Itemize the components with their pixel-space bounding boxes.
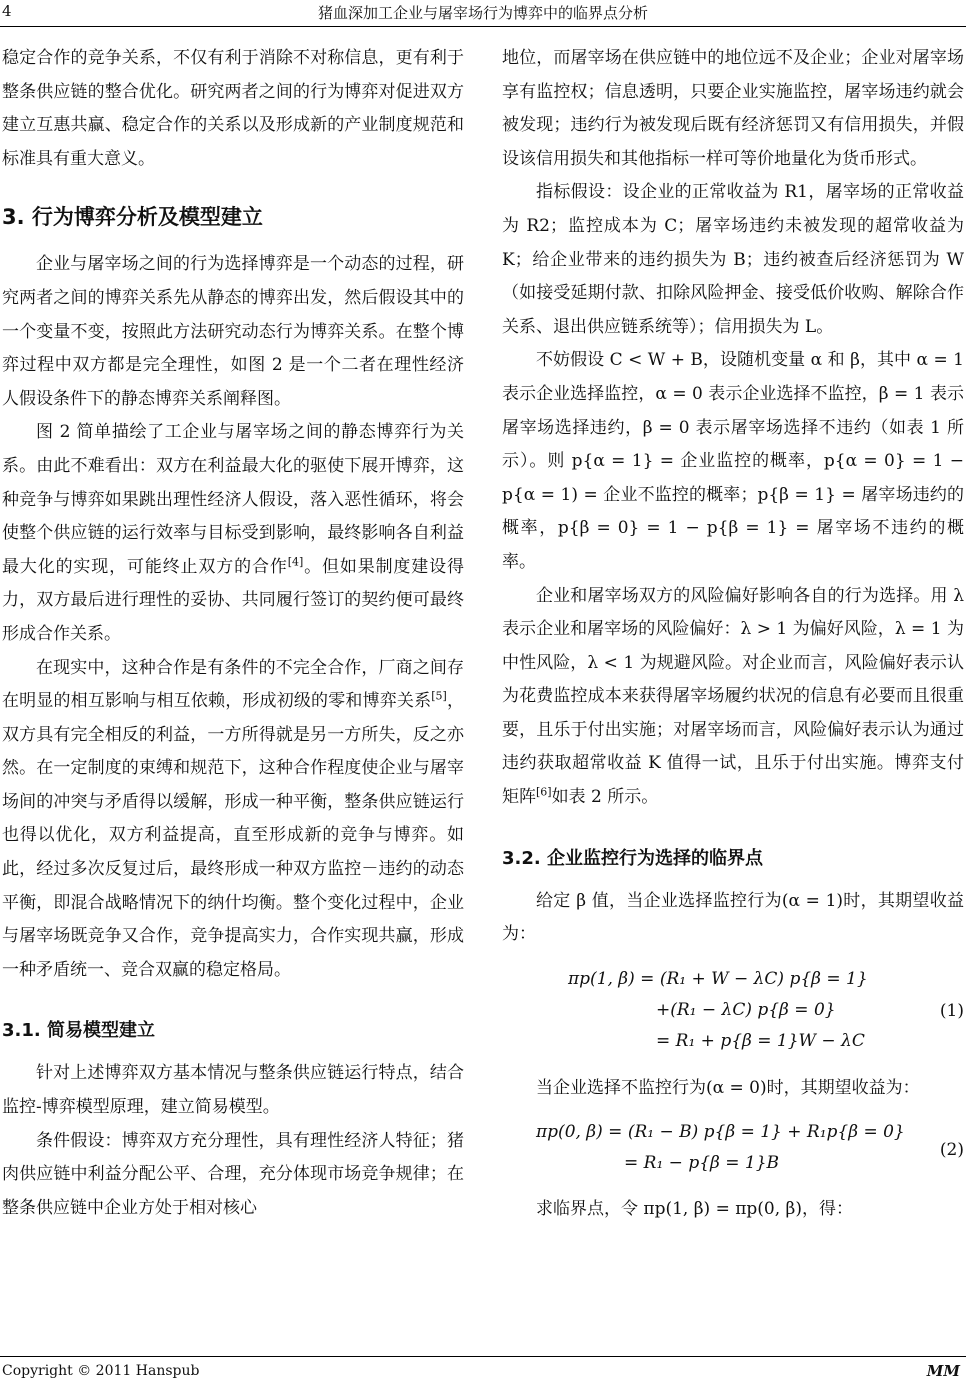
text-segment: 如表 2 所示。 [551,787,659,808]
left-column [2,42,464,1225]
text-segment: 。但如果制度建设得力，双方最后进行理性的妥协、共同履行签订的契约便可最终形成合作关系。 [2,556,465,644]
equation-1 [502,964,964,1060]
paragraph-zero-sum [2,652,464,988]
paragraph-game-process: 企业与屠宰场之间的行为选择博弈是一个动态的过程，研究两者之间的博弈关系先从静态的博弈出发，然后假设其中的一个变量不变，按照此方法研究动态行为博弈关系。在整个博弈过程中双方都是完全理性，如图 2 是一个二者在理性经济人假设条件下的静态博弈关系阐释图。 [2,254,464,409]
page-number: 4 [2,2,12,20]
section-3-heading: 3. 行为博弈分析及模型建立 [2,205,263,230]
text-segment: 图 2 简单描绘了工企业与屠宰场之间的静态博弈行为关系。由此不难看出：双方在利益最大化的驱使下展开博弈，这种竞争与博弈如果跳出理性经济人假设，落入恶性循环，将会使整个供应链的运行效率与目标受到影响，最终影响各自利益最大化的实现，可能终止双方的合作 [2,422,464,577]
text-segment: 企业和屠宰场双方的风险偏好影响各自的行为选择。用 λ 表示企业和屠宰场的风险偏好：λ > 1 为偏好风险，λ = 1 为中性风险，λ < 1 为规避风险。对企业而言，风险偏好表示认为花费监控成本来获得屠宰场履约状况的信息有必要而且很重要，且乐于付出实施；对屠宰场而言，风险偏好表示认为通过违约获取超常收益 K 值得一试，且乐于付出实施。博弈支付矩阵 [502,585,964,808]
text-segment: 在现实中，这种合作是有条件的不完全合作，厂商之间存在明显的相互影响与相互依赖，形成初级的零和博弈关系 [2,657,464,712]
paragraph-random-variables: 不妨假设 C < W + B，设随机变量 α 和 β，其中 α = 1 表示企业选择监控，α = 0 表示企业选择不监控，β = 1 表示屠宰场选择违约，β = 0 表示屠宰场选择不违约（如表 1 所示）。则 p{α = 1} = 企业监控的概率，p{α = 0} = 1 − p{α = 1) = 企业不监控的概率；p{β = 1} = 屠宰场违约的概率，p{β = 0} = 1 − p{β = 1} = 屠宰场不违约的概率。 [502,350,964,572]
equation-2-number: (2) [939,1140,964,1161]
paragraph-critical-point: 求临界点，令 πp(1, β) = πp(0, β)，得： [536,1199,853,1220]
journal-abbreviation: MM [926,1362,960,1380]
paragraph-model-intro: 针对上述博弈双方基本情况与整条供应链运行特点，结合监控-博弈模型原理，建立简易模型。 [2,1063,464,1118]
footer-rule [0,1356,966,1357]
paragraph-indicator-assumptions: 指标假设：设企业的正常收益为 R1，屠宰场的正常收益为 R2；监控成本为 C；屠宰场违约未被发现的超常收益为 K；给企业带来的违约损失为 B；违约被查后经济惩罚为 W（如接受延期付款、扣除风险押金、接受低价收购、解除合作关系、退出供应链系统等）；信用损失为 L。 [502,182,964,337]
copyright-notice: Copyright © 2011 Hanspub [2,1363,200,1379]
equation-2-line-1: πp(0, β) = (R₁ − B) p{β = 1} + R₁p{β = 0} [536,1122,905,1143]
page-header [0,0,966,28]
equation-1-line-3: = R₁ + p{β = 1}W − λC [656,1030,865,1051]
equation-2-line-2: = R₁ − p{β = 1}B [624,1153,780,1174]
running-title: 猪血深加工企业与屠宰场行为博弈中的临界点分析 [317,4,648,22]
page-footer [0,1356,966,1386]
citation-4: [4] [287,555,304,569]
equation-2 [502,1117,964,1181]
text-segment: ，双方具有完全相反的利益，一方所得就是另一方所失，反之亦然。在一定制度的束缚和规范下，这种合作程度使企业与屠宰场间的冲突与矛盾得以缓解，形成一种平衡，整条供应链运行也得以优化，双方利益提高，直至形成新的竞争与博弈。如此，经过多次反复过后，最终形成一种双方监控－违约的动态平衡，即混合战略情况下的纳什均衡。整个变化过程中，企业与屠宰场既竞争又合作，竞争提高实力，合作实现共赢，形成一种矛盾统一、竞合双赢的稳定格局。 [2,691,465,980]
equation-1-line-2: +(R₁ − λC) p{β = 0} [656,999,836,1020]
paragraph-monitor-expectation: 给定 β 值，当企业选择监控行为(α = 1)时，其期望收益为： [502,890,964,945]
equation-1-number: (1) [939,1000,964,1021]
citation-6: [6] [536,785,552,799]
header-rule [0,26,966,27]
citation-5: [5] [431,689,447,703]
paragraph-figure2-description [2,416,464,651]
paragraph-no-monitor-expectation: 当企业选择不监控行为(α = 0)时，其期望收益为： [536,1077,920,1098]
section-3-1-heading: 3.1. 简易模型建立 [2,1020,155,1042]
paragraph-assumptions: 条件假设：博弈双方充分理性，具有理性经济人特征；猪肉供应链中利益分配公平、合理，充分体现市场竞争规律；在整条供应链中企业方处于相对核心 [2,1130,464,1218]
equation-1-line-1: πp(1, β) = (R₁ + W − λC) p{β = 1} [568,968,868,989]
paragraph-intro-continued: 稳定合作的竞争关系，不仅有利于消除不对称信息，更有利于整条供应链的整合优化。研究两者之间的行为博弈对促进双方建立互惠共赢、稳定合作的关系以及形成新的产业制度规范和标准具有重大意义。 [2,48,464,169]
paragraph-assumptions-continued: 地位，而屠宰场在供应链中的地位远不及企业；企业对屠宰场享有监控权；信息透明，只要企业实施监控，屠宰场违约就会被发现；违约行为被发现后既有经济惩罚又有信用损失，并假设该信用损失和其他指标一样可等价地量化为货币形式。 [502,48,964,169]
right-column [502,42,964,1227]
section-3-2-heading: 3.2. 企业监控行为选择的临界点 [502,847,763,869]
paragraph-risk-preference [502,580,964,815]
